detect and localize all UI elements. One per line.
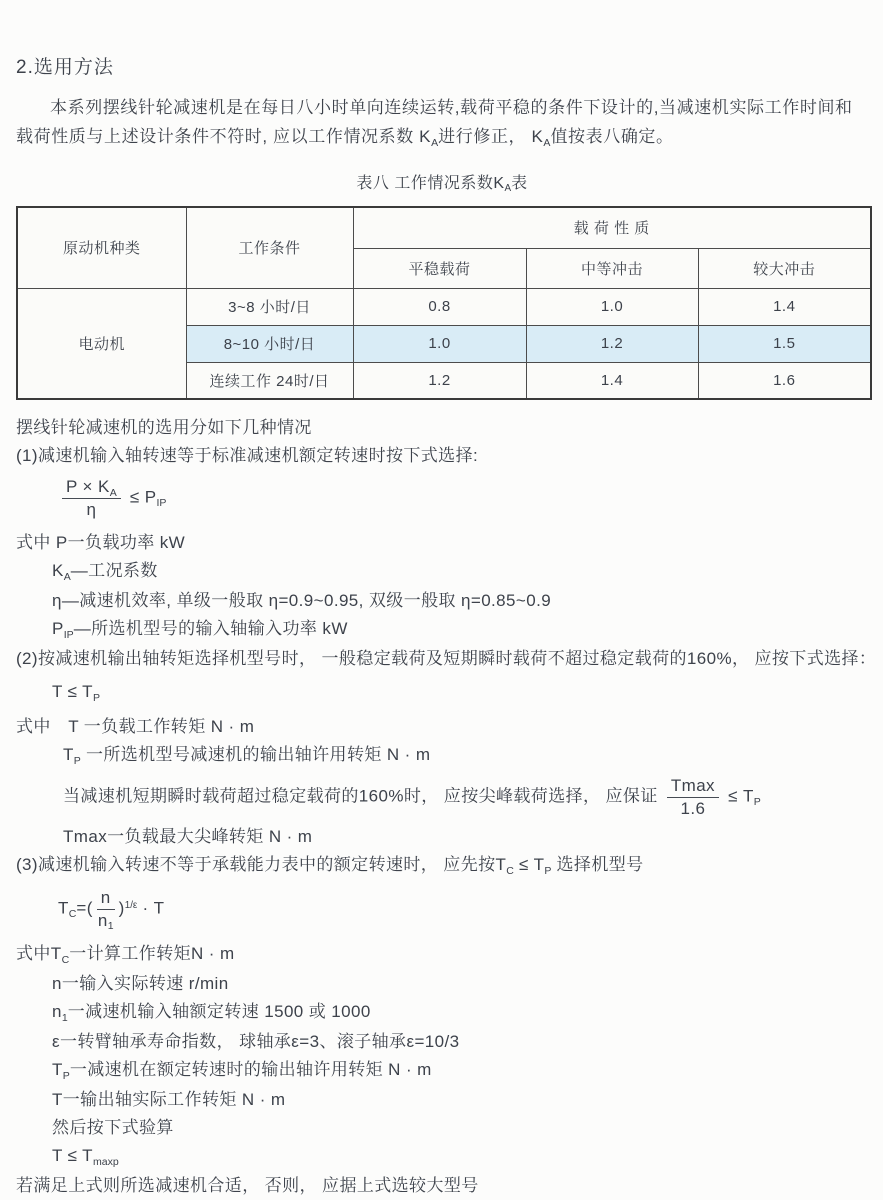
cell-value: 1.2 xyxy=(526,325,698,362)
text-segment: C xyxy=(68,908,77,921)
text-segment: · T xyxy=(137,898,165,918)
header-work-condition: 工作条件 xyxy=(186,207,353,288)
section-heading: 2.选用方法 xyxy=(16,57,114,78)
def-n xyxy=(16,970,868,998)
text-segment: 一减速机在额定转速时的输出轴许用转矩 N · m xyxy=(69,1060,432,1080)
case-1 xyxy=(16,442,868,470)
def-pip xyxy=(16,615,868,645)
def-tmax xyxy=(16,823,868,851)
table-header-row xyxy=(17,207,871,248)
cell-condition: 8~10 小时/日 xyxy=(186,325,353,362)
text-segment: Tmax一负载最大尖峰转矩 N · m xyxy=(63,827,313,847)
text-segment: P xyxy=(753,796,761,809)
case-2 xyxy=(16,645,877,673)
cell-condition: 连续工作 24时/日 xyxy=(186,362,353,399)
text-segment: ) xyxy=(118,898,125,918)
text-segment: A xyxy=(431,136,439,149)
def-t-output xyxy=(16,1086,868,1114)
table-row xyxy=(17,288,871,325)
text-segment: IP xyxy=(63,628,74,641)
text-segment: —工况系数 xyxy=(70,561,158,581)
cell-value: 1.0 xyxy=(526,288,698,325)
text-segment: Tmax xyxy=(670,776,715,796)
text-segment: 一减速机输入轴额定转速 1500 或 1000 xyxy=(67,1002,371,1022)
text-segment: 1 xyxy=(61,1011,68,1024)
def-ka xyxy=(16,557,868,587)
text-segment: =( xyxy=(76,898,93,918)
fraction xyxy=(97,888,115,933)
cell-value: 1.4 xyxy=(526,362,698,399)
case-3 xyxy=(16,851,868,881)
text-segment: T xyxy=(63,745,74,765)
text-segment: 然后按下式验算 xyxy=(52,1118,174,1138)
text-segment: P xyxy=(62,1069,70,1082)
table-caption-subscript: A xyxy=(504,183,512,195)
text-segment: P xyxy=(52,619,64,639)
text-segment: ≤ T xyxy=(722,786,754,806)
selection-instructions xyxy=(16,414,877,1200)
work-condition-factor-table xyxy=(16,206,872,400)
header-load-nature: 载 荷 性 质 xyxy=(353,207,871,248)
table-caption xyxy=(16,170,868,193)
def-tp xyxy=(16,741,868,771)
text-segment: —所选机型号的输入轴输入功率 kW xyxy=(73,619,348,639)
formula-tc xyxy=(16,888,868,933)
text-segment: 式中 T 一负载工作转矩 N · m xyxy=(16,717,255,737)
text-segment: η—减速机效率, 单级一般取 η=0.9~0.95, 双级一般取 η=0.85~0.9 xyxy=(52,591,552,611)
text-segment: 式中 P一负载功率 kW xyxy=(16,533,186,553)
text-segment: P × K xyxy=(66,477,110,496)
text-segment: IP xyxy=(156,497,167,510)
cell-value: 1.2 xyxy=(353,362,526,399)
table-caption-suffix: 表 xyxy=(511,175,528,192)
text-segment: T xyxy=(58,898,69,918)
cell-value: 1.0 xyxy=(353,325,526,362)
text-segment: 一所选机型号减速机的输出轴许用转矩 N · m xyxy=(80,745,431,765)
text-segment: n xyxy=(100,888,111,908)
text-segment: ≤ P xyxy=(124,487,157,507)
text-segment: 进行修正， K xyxy=(438,127,544,146)
text-segment: 当减速机短期瞬时载荷超过稳定载荷的160%时， 应按尖峰载荷选择， 应保证 xyxy=(63,786,663,806)
subheader-steady-load: 平稳载荷 xyxy=(353,248,526,288)
text-segment: K xyxy=(52,561,64,581)
text-segment: maxp xyxy=(92,1155,119,1168)
text-segment: n xyxy=(97,910,108,930)
text-segment: T一输出轴实际工作转矩 N · m xyxy=(52,1090,286,1110)
fraction xyxy=(667,776,719,818)
fraction xyxy=(62,477,121,519)
text-segment: 1/ε xyxy=(124,900,138,912)
text-segment: ≤ T xyxy=(513,855,545,875)
text-segment: P xyxy=(73,754,81,767)
text-segment: 式中T xyxy=(16,944,62,964)
text-segment: n xyxy=(52,1002,62,1022)
text-segment: T ≤ T xyxy=(52,682,93,702)
text-segment: ε一转臂轴承寿命指数， 球轴承ε=3、滚子轴承ε=10/3 xyxy=(52,1032,460,1052)
text-segment: 本系列摆线针轮减速机是在每日八小时单向连续运转,载荷平稳的条件下设计的,当减速机实际工作时间和载荷性质与上述设计条件不符时, 应以工作情况系数 K xyxy=(16,98,853,146)
text-segment: n一输入实际转速 r/min xyxy=(52,974,229,994)
def-n1 xyxy=(16,998,868,1028)
text-segment: T ≤ T xyxy=(52,1146,93,1166)
verify-note xyxy=(16,1114,868,1142)
text-segment: T xyxy=(52,1060,63,1080)
cell-value: 0.8 xyxy=(353,288,526,325)
text-segment: (2)按减速机输出轴转矩选择机型号时， 一般稳定载荷及短期瞬时载荷不超过稳定载荷的160%， 应按下式选择： xyxy=(16,649,877,669)
formula-verify xyxy=(16,1142,868,1172)
cell-value: 1.5 xyxy=(698,325,871,362)
formula-torque-limit xyxy=(16,678,868,708)
peak-load-note xyxy=(16,776,868,818)
def-t-load xyxy=(16,713,868,741)
text-segment: A xyxy=(63,570,71,583)
text-segment: A xyxy=(543,136,551,149)
text-segment: C xyxy=(61,953,70,966)
table-caption-prefix: 表八 工作情况系数K xyxy=(356,175,505,192)
def-epsilon xyxy=(16,1028,868,1056)
text-segment: C xyxy=(506,864,514,877)
text-segment: 摆线针轮减速机的选用分如下几种情况 xyxy=(16,418,312,437)
cell-motor-type: 电动机 xyxy=(17,288,186,399)
text-segment: η xyxy=(86,499,97,519)
def-eta xyxy=(16,587,868,615)
text-segment: P xyxy=(544,864,552,877)
def-p xyxy=(16,529,868,557)
text-segment: 选择机型号 xyxy=(551,855,644,875)
text-segment: (3)减速机输入转速不等于承载能力表中的额定转速时， 应先按T xyxy=(16,855,507,875)
header-primary-mover: 原动机种类 xyxy=(17,207,186,288)
formula-power-selection xyxy=(16,477,868,519)
text-segment: 1 xyxy=(107,920,114,933)
selection-cases-intro xyxy=(16,414,868,442)
text-segment: 值按表八确定。 xyxy=(550,127,674,146)
cell-value: 1.4 xyxy=(698,288,871,325)
text-segment: (1)减速机输入轴转速等于标准减速机额定转速时按下式选择: xyxy=(16,446,479,465)
text-segment: A xyxy=(109,486,117,499)
text-segment: 若满足上式则所选减速机合适， 否则， 应据上式选较大型号 xyxy=(16,1176,479,1196)
cell-value: 1.6 xyxy=(698,362,871,399)
subheader-moderate-shock: 中等冲击 xyxy=(526,248,698,288)
conclusion xyxy=(16,1172,868,1200)
text-segment: 1.6 xyxy=(680,798,706,818)
text-segment: P xyxy=(92,691,100,704)
def-tc xyxy=(16,940,868,970)
def-tp-rated xyxy=(16,1056,868,1086)
intro-paragraph xyxy=(16,93,868,154)
subheader-heavy-shock: 较大冲击 xyxy=(698,248,871,288)
text-segment: 一计算工作转矩N · m xyxy=(69,944,235,964)
cell-condition: 3~8 小时/日 xyxy=(186,288,353,325)
